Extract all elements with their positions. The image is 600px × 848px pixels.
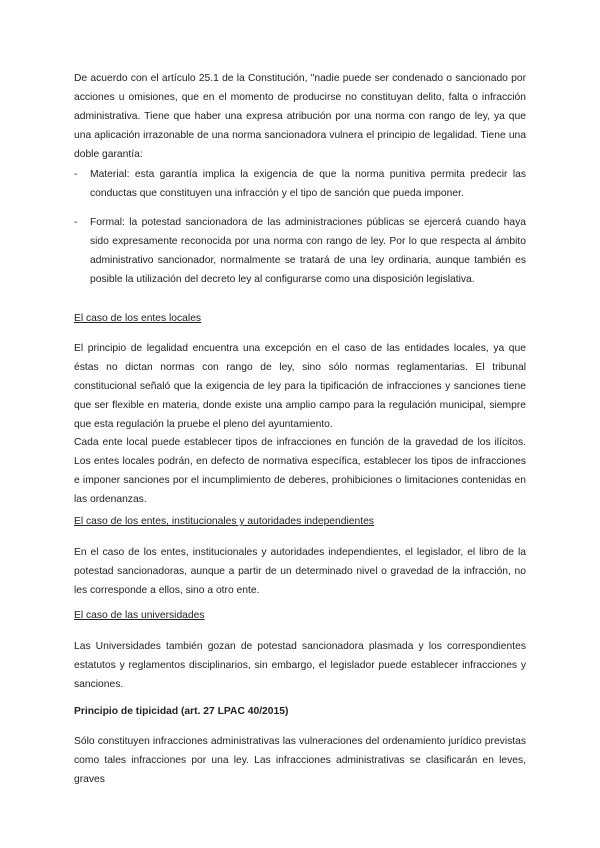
bullet-marker: -	[74, 169, 78, 180]
heading-entes-institucionales: El caso de los entes, institucionales y autoridades independientes	[74, 516, 374, 527]
bullet-text: Formal: la potestad sancionadora de las administraciones públicas se ejercerá cuando haya sido expresamente reconocida por una norma con rango de ley. Por lo que respecta al ámbito administrativo sancionador, normalmente se tratará de una ley ordinaria, aunque también es posible la utilización del decreto ley al configurarse como una disposición legislativa.	[90, 217, 526, 285]
bullet-text: Material: esta garantía implica la exigencia de que la norma punitiva permita predecir las conductas que constituyen una infracción y el tipo de sanción que pueda imponer.	[90, 169, 526, 199]
paragraph: En el caso de los entes, institucionales y autoridades independientes, el legislador, el libro de la potestad sancionadoras, aunque a partir de un determinado nivel o gravedad de la infracción, no les corresponde a ellos, sino a otro ente.	[74, 547, 526, 596]
paragraph: Cada ente local puede establecer tipos de infracciones en función de la gravedad de los ilícitos. Los entes locales podrán, en defecto de normativa específica, establecer los tipos de infracciones e imponer sanciones por el incumplimiento de deberes, prohibiciones o limitaciones contenidas en las ordenanzas.	[74, 437, 526, 505]
paragraph: Las Universidades también gozan de potestad sancionadora plasmada y los correspondientes estatutos y reglamentos disciplinarios, sin embargo, el legislador puede establecer infracciones y sanciones.	[74, 641, 526, 690]
heading-tipicidad: Principio de tipicidad (art. 27 LPAC 40/2015)	[74, 706, 289, 717]
paragraph: El principio de legalidad encuentra una excepción en el caso de las entidades locales, ya que éstas no dictan normas con rango de ley, sino sólo normas reglamentarias. El tribunal constitucional señaló que la exigencia de ley para la tipificación de infracciones y sanciones tiene que ser flexible en materia, donde existe una amplio campo para la regulación municipal, siempre que esta regulación la pruebe el pleno del ayuntamiento.	[74, 343, 526, 430]
heading-entes-locales: El caso de los entes locales	[74, 313, 202, 324]
intro-paragraph: De acuerdo con el artículo 25.1 de la Constitución, "nadie puede ser condenado o sancionado por acciones u omisiones, que en el momento de producirse no constituyan delito, falta o infracción administrativa. Tiene que haber una expresa atribución por una norma con rango de ley, ya que una aplicación irrazonable de una norma sancionadora vulnera el principio de legalidad. Tiene una doble garantía:	[74, 73, 526, 160]
bullet-material	[74, 165, 526, 203]
bullet-formal	[74, 213, 526, 289]
bullet-marker: -	[74, 217, 78, 228]
heading-universidades: El caso de las universidades	[74, 610, 205, 621]
paragraph: Sólo constituyen infracciones administrativas las vulneraciones del ordenamiento jurídico previstas como tales infracciones por una ley. Las infracciones administrativas se clasificarán en leves, graves	[74, 736, 526, 785]
